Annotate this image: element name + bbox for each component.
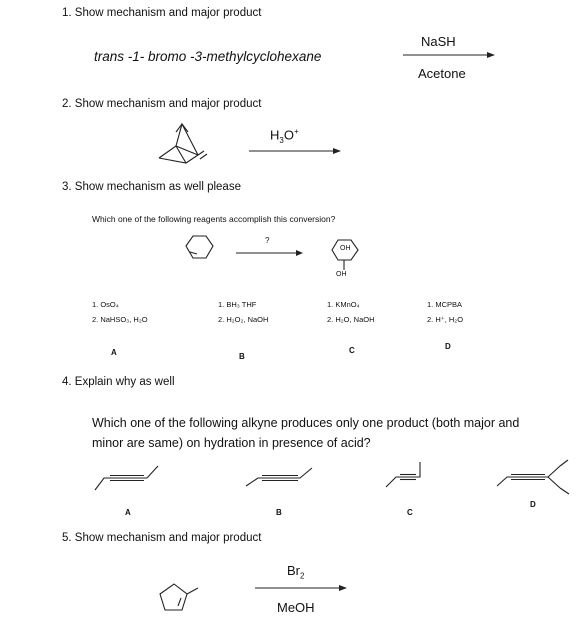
q2-reagent-tail: O	[283, 127, 294, 143]
q4-letter-c: C	[407, 508, 413, 517]
q3-option-c-line2: 2. H₂O, NaOH	[327, 315, 375, 324]
q4-alkyne-a	[95, 466, 158, 490]
q3-option-b-letter: B	[239, 352, 245, 361]
q3-oh-top: OH	[340, 245, 351, 252]
q3-option-c-line1: 1. KMnO₄	[327, 300, 360, 309]
q4-alkyne-b	[246, 468, 312, 486]
q5-heading: 5. Show mechanism and major product	[62, 532, 262, 544]
q3-option-a-line2: 2. NaHSO₃, H₂O	[92, 315, 148, 324]
q3-arrow-head	[296, 250, 303, 256]
q5-reagent-bottom: MeOH	[277, 600, 315, 615]
q3-option-d-line2: 2. H⁺, H₂O	[427, 315, 464, 324]
q3-arrow-label: ?	[265, 236, 270, 245]
q5-methylcyclopentene	[160, 584, 198, 610]
q3-option-d-line1: 1. MCPBA	[427, 300, 463, 309]
q3-option-b-line2: 2. H₂O₂, NaOH	[218, 315, 269, 324]
q2-bicyclic-alkene	[159, 124, 207, 163]
q3-oh-bottom: OH	[336, 271, 347, 278]
q1-compound: trans -1- bromo -3-methylcyclohexane	[94, 49, 322, 64]
q2-reagent-main: H	[270, 127, 280, 143]
q3-option-b-line1: 1. BH₃ THF	[218, 300, 257, 309]
q3-option-d-letter: D	[445, 342, 451, 351]
q3-question: Which one of the following reagents accomplish this conversion?	[92, 214, 336, 224]
q3-option-c-letter: C	[349, 346, 355, 355]
q2-reagent-sub: 3	[279, 135, 284, 145]
q3-cyclohexene	[186, 236, 213, 258]
q1-reagent-bottom: Acetone	[418, 66, 466, 81]
q2-reagent-sup: +	[293, 127, 299, 136]
q4-alkyne-c	[386, 462, 420, 487]
q1-heading: 1. Show mechanism and major product	[62, 7, 262, 19]
q4-letter-b: B	[276, 508, 282, 517]
q4-question-line2: minor are same) on hydration in presence of acid?	[92, 436, 371, 450]
q5-reagent-sub: 2	[300, 571, 305, 581]
q3-heading: 3. Show mechanism as well please	[62, 181, 241, 193]
q4-letter-a: A	[125, 508, 131, 517]
q3-cyclohexane-diol	[332, 240, 358, 270]
q4-alkyne-d	[497, 460, 569, 494]
q5-reagent-main: Br	[287, 563, 300, 578]
q4-letter-d: D	[530, 500, 536, 509]
q4-heading: 4. Explain why as well	[62, 376, 175, 388]
q3-option-a-letter: A	[111, 348, 117, 357]
q2-heading: 2. Show mechanism and major product	[62, 98, 262, 110]
q1-reagent-top: NaSH	[421, 34, 456, 49]
q4-question-line1: Which one of the following alkyne produces only one product (both major and	[92, 416, 520, 430]
q3-option-a-line1: 1. OsO₄	[92, 300, 119, 309]
